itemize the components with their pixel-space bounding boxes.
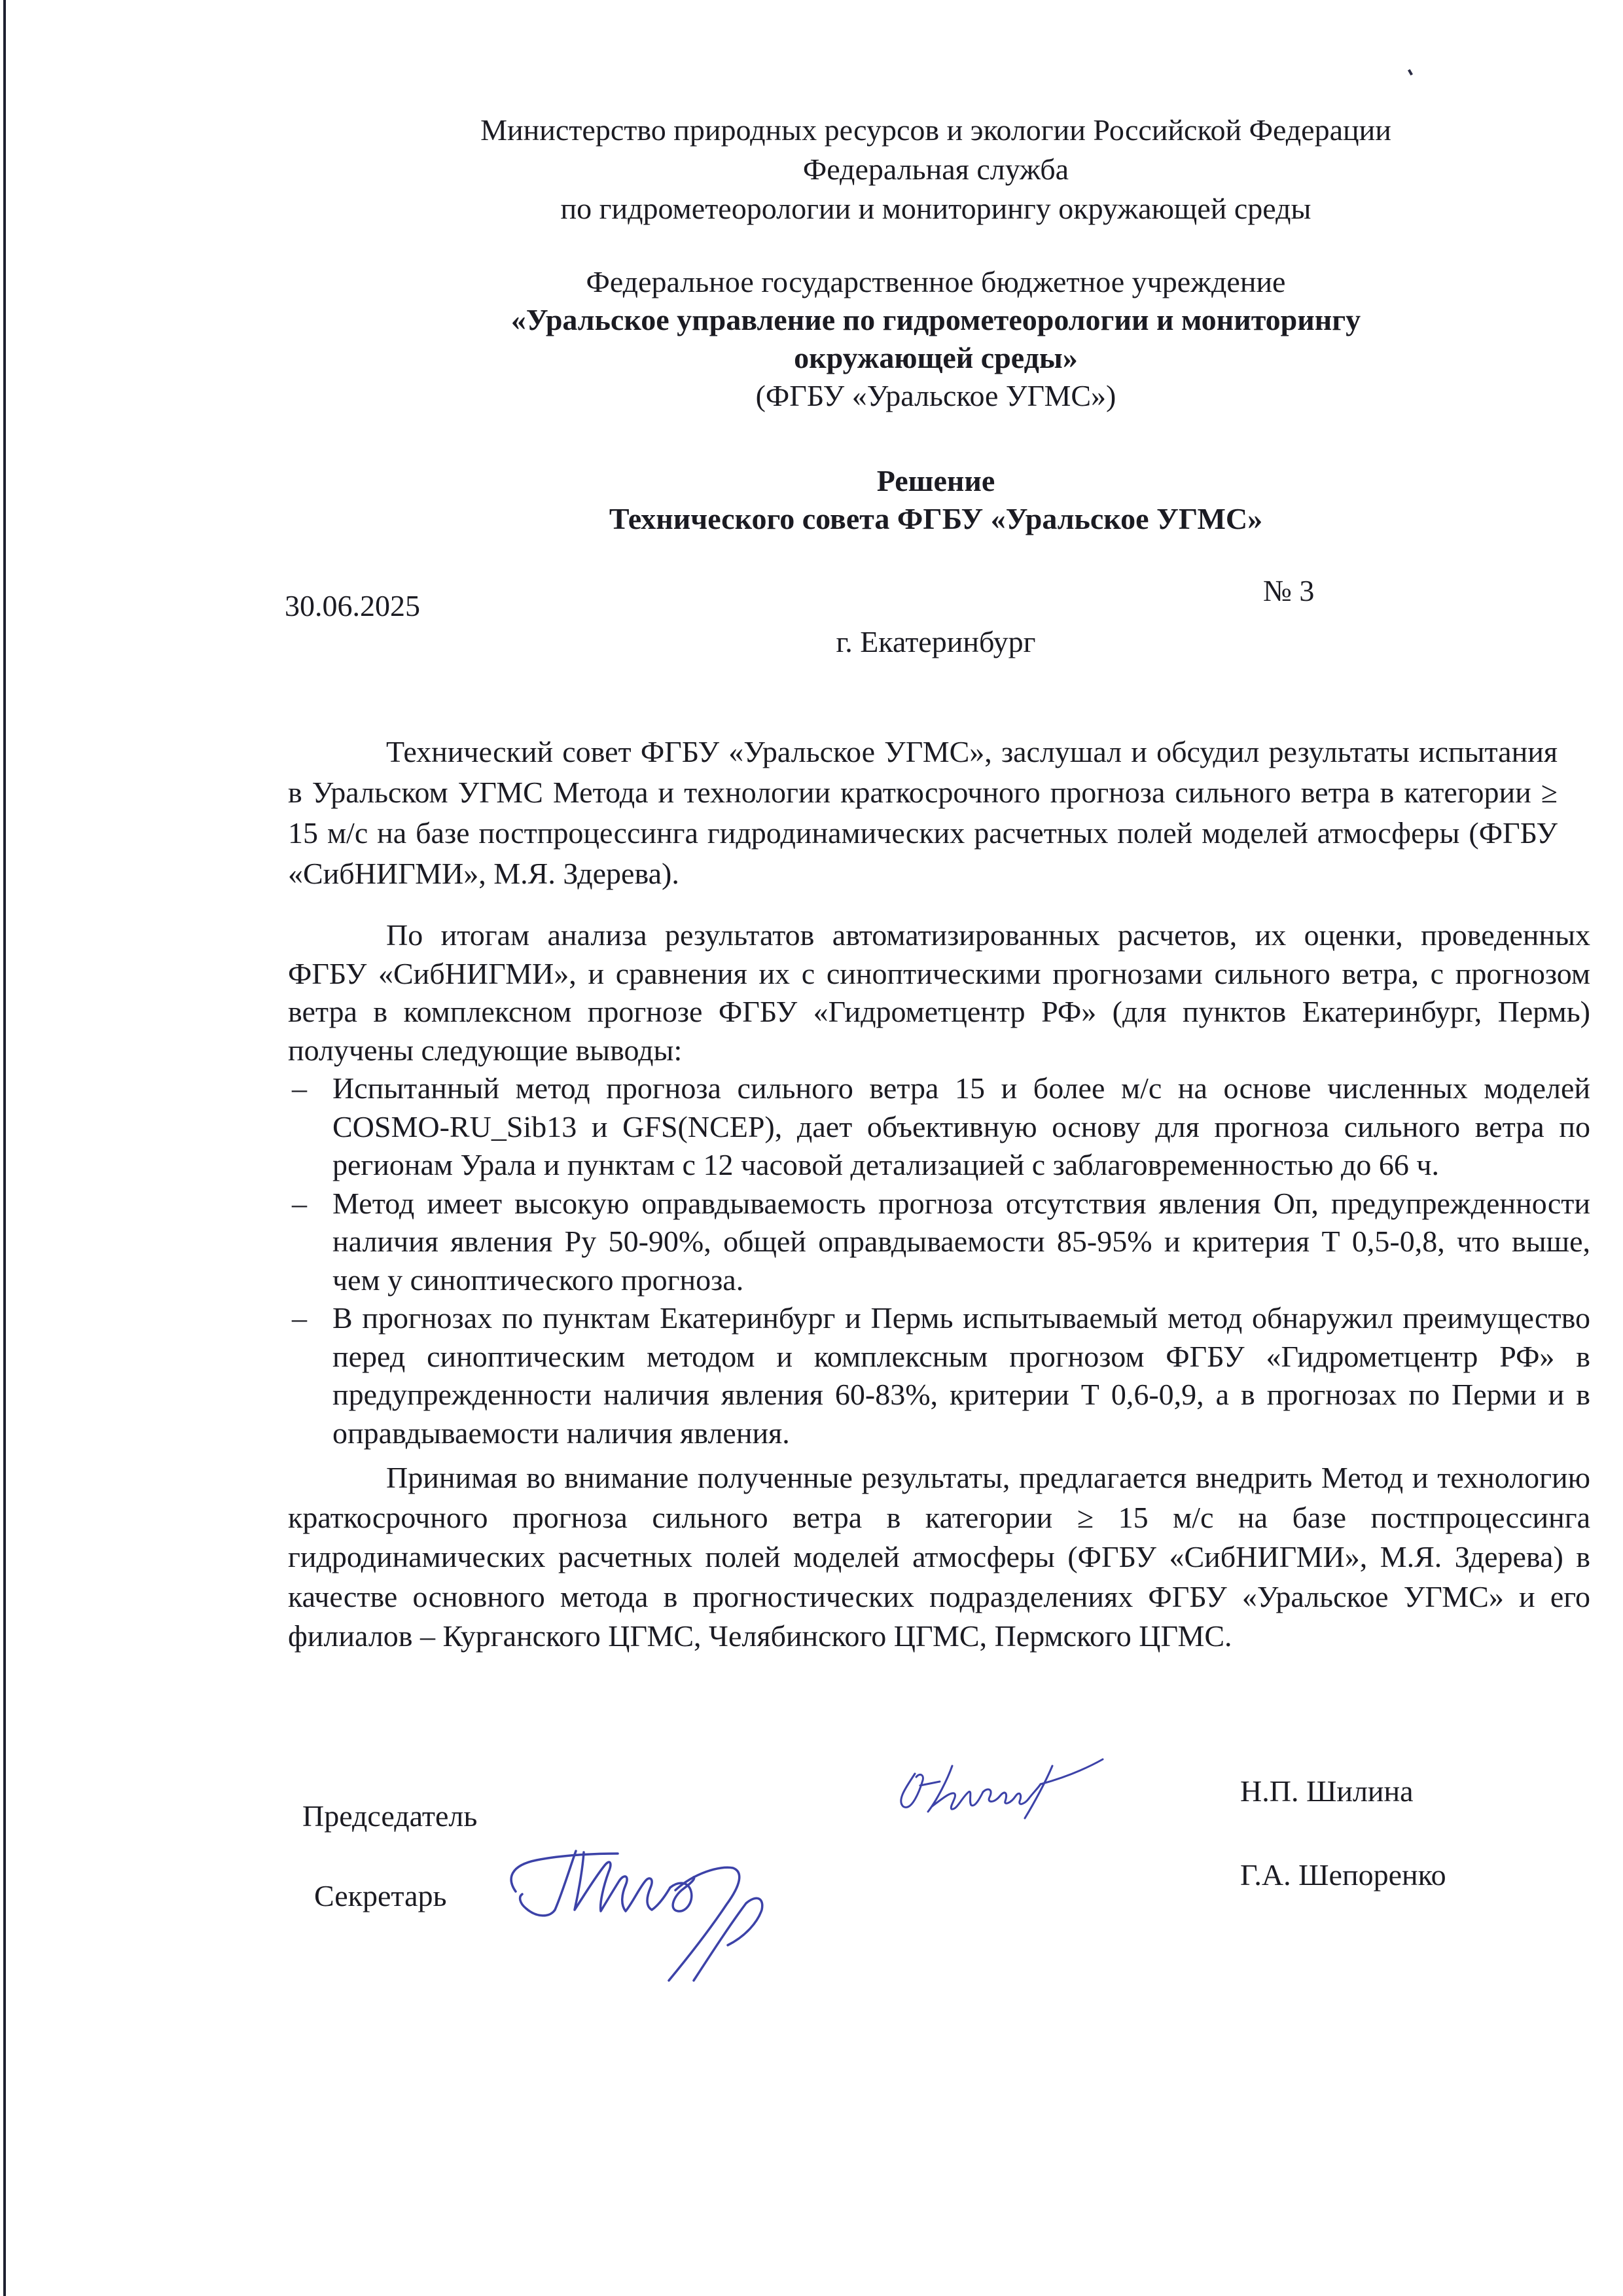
paragraph-text: Принимая во внимание полученные результаты, предлагается внедрить Метод и технологию краткосрочного прогноза сильного ветра в категории ≥ 15 м/с на базе постпроцессинга гидродинамических расчетных полей моделей атмосферы (ФГБУ «СибНИГМИ», М.Я. Здерева) в качестве основного метода в прогностических подразделениях ФГБУ «Уральское УГМС» и его филиалов – Курганского ЦГМС, Челябинского ЦГМС, Пермского ЦГМС. (288, 1461, 1590, 1653)
secretary-role: Секретарь (314, 1879, 447, 1912)
bullet-dash: – (292, 1071, 307, 1105)
document-subtitle: Технического совета ФГБУ «Уральское УГМС» (609, 502, 1263, 535)
scan-edge-line (3, 0, 6, 2296)
chair-name: Н.П. Шилина (1240, 1774, 1414, 1808)
list-item (288, 1299, 1590, 1452)
paragraph-text: Технический совет ФГБУ «Уральское УГМС», заслушал и обсудил результаты испытания в Уральском УГМС Метода и технологии краткосрочного прогноза сильного ветра в категории ≥ 15 м/с на базе постпроцессинга гидродинамических расчетных полей моделей атмосферы (ФГБУ «СибНИГМИ», М.Я. Здерева). (288, 735, 1558, 890)
bullet-dash: – (292, 1186, 307, 1220)
findings-list (288, 1069, 1590, 1452)
chair-role: Председатель (302, 1799, 478, 1833)
secretary-signature (497, 1826, 785, 1983)
signature-stroke (901, 1774, 923, 1807)
list-item-text: В прогнозах по пунктам Екатеринбург и Пермь испытываемый метод обнаружил преимущество перед синоптическим методом и комплексным прогнозом ФГБУ «Гидрометцентр РФ» в предупрежденности наличия явления 60-83%, критерии Т 0,6-0,9, а в прогнозах по Перми и в оправдываемости наличия явления. (332, 1301, 1590, 1450)
signature-stroke (1025, 1766, 1052, 1818)
institution-name-line2: окружающей среды» (794, 341, 1078, 374)
scan-speck (1408, 69, 1413, 76)
list-item (288, 1069, 1590, 1185)
institution-name-line1: «Уральское управление по гидрометеорологии и мониторингу (510, 303, 1361, 336)
paragraph-text: По итогам анализа результатов автоматизированных расчетов, их оценки, проведенных ФГБУ «СибНИГМИ», и сравнения их с синоптическими прогнозами сильного ветра, с прогнозом ветра в комплексном прогнозе ФГБУ «Гидрометцентр РФ» (для пунктов Екатеринбург, Пермь) получены следующие выводы: (288, 918, 1590, 1067)
document-city: г. Екатеринбург (836, 625, 1036, 658)
signature-stroke (520, 1851, 576, 1916)
bullet-dash: – (292, 1301, 307, 1335)
signature-stroke (575, 1852, 670, 1911)
document-title: Решение (876, 464, 995, 497)
signature-stroke (983, 1789, 1029, 1804)
secretary-name: Г.А. Шепоренко (1240, 1858, 1446, 1892)
institution-short-name: (ФГБУ «Уральское УГМС») (755, 379, 1116, 412)
service-name-line2: по гидрометеорологии и мониторингу окружающей среды (560, 192, 1311, 225)
paragraph-hearing (288, 732, 1558, 894)
signature-stroke (928, 1766, 983, 1812)
list-item-text: Испытанный метод прогноза сильного ветра 15 и более м/с на основе численных моделей COSMO-RU_Sib13 и GFS(NCEP), дает объективную основу для прогноза сильного ветра по регионам Урала и пунктам с 12 часовой детализацией с заблаговременностью до 66 ч. (332, 1071, 1590, 1181)
paragraph-proposal (288, 1458, 1590, 1657)
chair-signature (877, 1741, 1126, 1846)
list-item (288, 1185, 1590, 1300)
list-item-text: Метод имеет высокую оправдываемость прогноза отсутствия явления Оп, предупрежденности наличия явления Ру 50-90%, общей оправдываемости 85-95% и критерия Т 0,5-0,8, что выше, чем у синоптического прогноза. (332, 1186, 1590, 1297)
document-number: № 3 (1263, 574, 1315, 607)
ministry-name: Министерство природных ресурсов и экологии Российской Федерации (480, 113, 1391, 147)
document-date: 30.06.2025 (285, 589, 420, 622)
institution-type: Федеральное государственное бюджетное учреждение (586, 265, 1286, 298)
signature-stroke (670, 1877, 694, 1911)
paragraph-findings (288, 916, 1590, 1452)
signature-stroke (694, 1898, 762, 1981)
service-name-line1: Федеральная служба (802, 152, 1069, 186)
